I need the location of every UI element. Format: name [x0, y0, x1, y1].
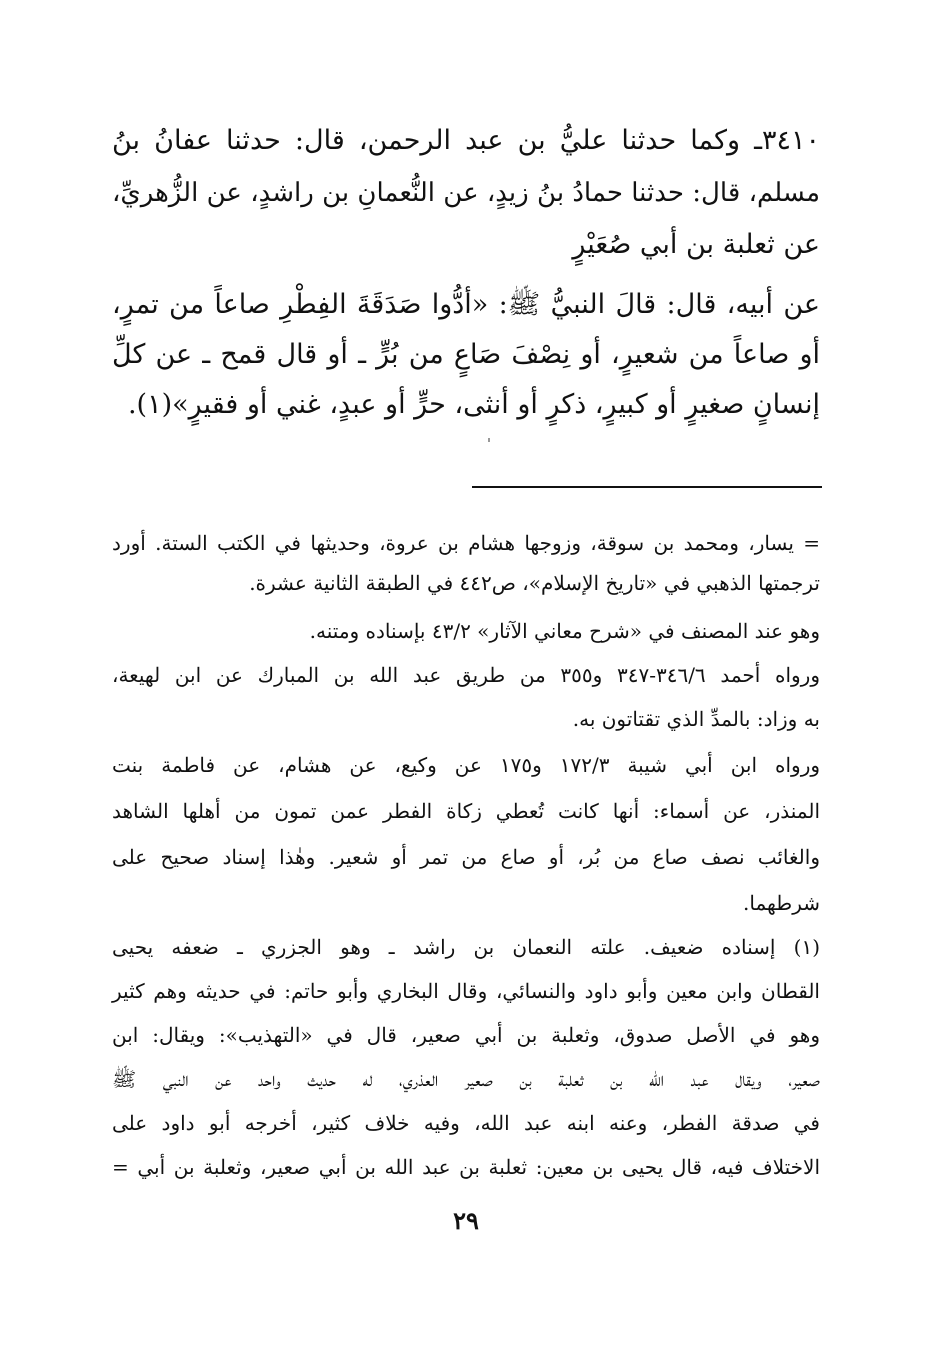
footnote-line: ورواه أحمد ٣٤٦/٦-٣٤٧ و٣٥٥ من طريق عبد الله بن المبارك عن ابن لهيعة،	[112, 663, 820, 687]
footnote-line: شرطهما.	[743, 891, 820, 915]
footnote-line: به وزاد: بالمدِّ الذي تقتاتون به.	[572, 707, 820, 731]
hadith-line-2: مسلم، قال: حدثنا حمادُ بنُ زيدٍ، عن النُّعمانِ بن راشدٍ، عن الزُّهريِّ،	[112, 178, 820, 208]
footnote-line: = يسار، ومحمد بن سوقة، وزوجها هشام بن عروة، وحديثها في الكتب الستة. أورد	[112, 531, 820, 555]
footnote-line: صعير، ويقال عبد الله بن ثعلبة بن صعير العذري، له حديث واحد عن النبي ﷺ	[112, 1067, 820, 1091]
footnote-separator	[472, 486, 822, 488]
footnote-line: وهو في الأصل صدوق، وثعلبة بن أبي صعير، قال في «التهذيب»: ويقال: ابن	[112, 1023, 820, 1047]
footnote-line: (١) إسناده ضعيف. علته النعمان بن راشد ـ وهو الجزري ـ ضعفه يحيى	[112, 935, 820, 959]
page-number: ٢٩	[453, 1206, 479, 1235]
matn-line-1: عن أبيه، قال: قالَ النبيُّ ﷺ: «أدُّوا صَدَقَةَ الفِطْرِ صاعاً من تمرٍ،	[112, 289, 820, 320]
footnote-line: ترجمتها الذهبي في «تاريخ الإسلام»، ص٤٤٢ في الطبقة الثانية عشرة.	[249, 571, 820, 595]
print-speck	[488, 438, 490, 442]
footnote-line: في صدقة الفطر، وعنه ابنه عبد الله، وفيه خلاف كثير، أخرجه أبو داود على	[112, 1111, 820, 1135]
footnote-line: المنذر، عن أسماء: أنها كانت تُعطي زكاة الفطر عمن تمون من أهلها الشاهد	[112, 799, 820, 823]
footnote-line: والغائب نصف صاع من بُر، أو صاع من تمر أو شعير. وهٰذا إسناد صحيح على	[112, 845, 820, 869]
matn-line-3: إنسانٍ صغيرٍ أو كبيرٍ، ذكرٍ أو أنثى، حرٍّ أو عبدٍ، غني أو فقيرٍ»(١).	[127, 389, 820, 420]
footnote-line: ورواه ابن أبي شيبة ١٧٢/٣ و١٧٥ عن وكيع، عن هشام، عن فاطمة بنت	[112, 753, 821, 777]
hadith-line-3: عن ثعلبة بن أبي صُعَيْرٍ	[572, 229, 820, 260]
footnote-line: وهو عند المصنف في «شرح معاني الآثار» ٤٣/٢ بإسناده ومتنه.	[309, 619, 820, 643]
footnote-line: القطان وابن معين وأبو داود والنسائي، وقال البخاري وأبو حاتم: في حديثه وهم كثير	[112, 979, 820, 1003]
footnote-line: الاختلاف فيه، قال يحيى بن معين: ثعلبة بن عبد الله بن أبي صعير، وثعلبة بن أبي =	[112, 1155, 820, 1179]
hadith-line-1: ٣٤١٠ـ وكما حدثنا عليُّ بن عبد الرحمن، قال: حدثنا عفانُ بنُ	[112, 125, 820, 156]
matn-line-2: أو صاعاً من شعيرٍ، أو نِصْفَ صَاعٍ من بُرٍّ ـ أو قال قمح ـ عن كلِّ	[112, 339, 820, 370]
